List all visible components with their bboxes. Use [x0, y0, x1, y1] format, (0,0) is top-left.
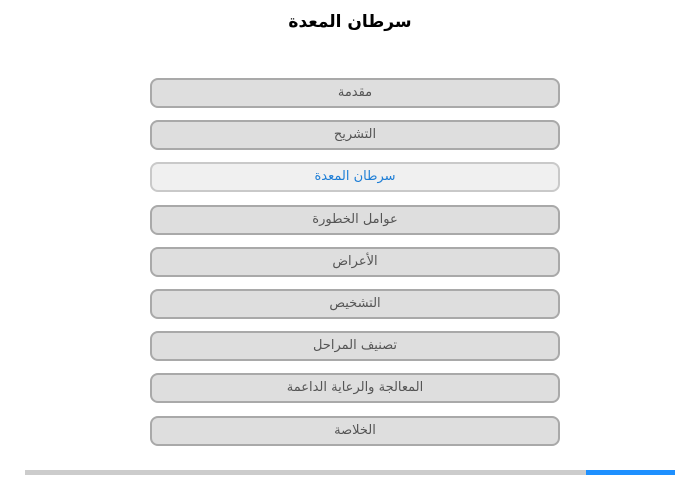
menu-item-staging[interactable]: تصنيف المراحل: [150, 331, 560, 361]
menu-item-treatment[interactable]: المعالجة والرعاية الداعمة: [150, 373, 560, 403]
menu-item-risk-factors[interactable]: عوامل الخطورة: [150, 205, 560, 235]
menu-item-anatomy[interactable]: التشريح: [150, 120, 560, 150]
menu-item-introduction[interactable]: مقدمة: [150, 78, 560, 108]
progress-bar: [25, 470, 675, 475]
progress-fill: [586, 470, 675, 475]
menu-item-diagnosis[interactable]: التشخيص: [150, 289, 560, 319]
menu-item-stomach-cancer[interactable]: سرطان المعدة: [150, 162, 560, 192]
chapter-menu: [150, 78, 560, 446]
menu-item-symptoms[interactable]: الأعراض: [150, 247, 560, 277]
page-title: سرطان المعدة: [288, 12, 412, 32]
menu-item-summary[interactable]: الخلاصة: [150, 416, 560, 446]
